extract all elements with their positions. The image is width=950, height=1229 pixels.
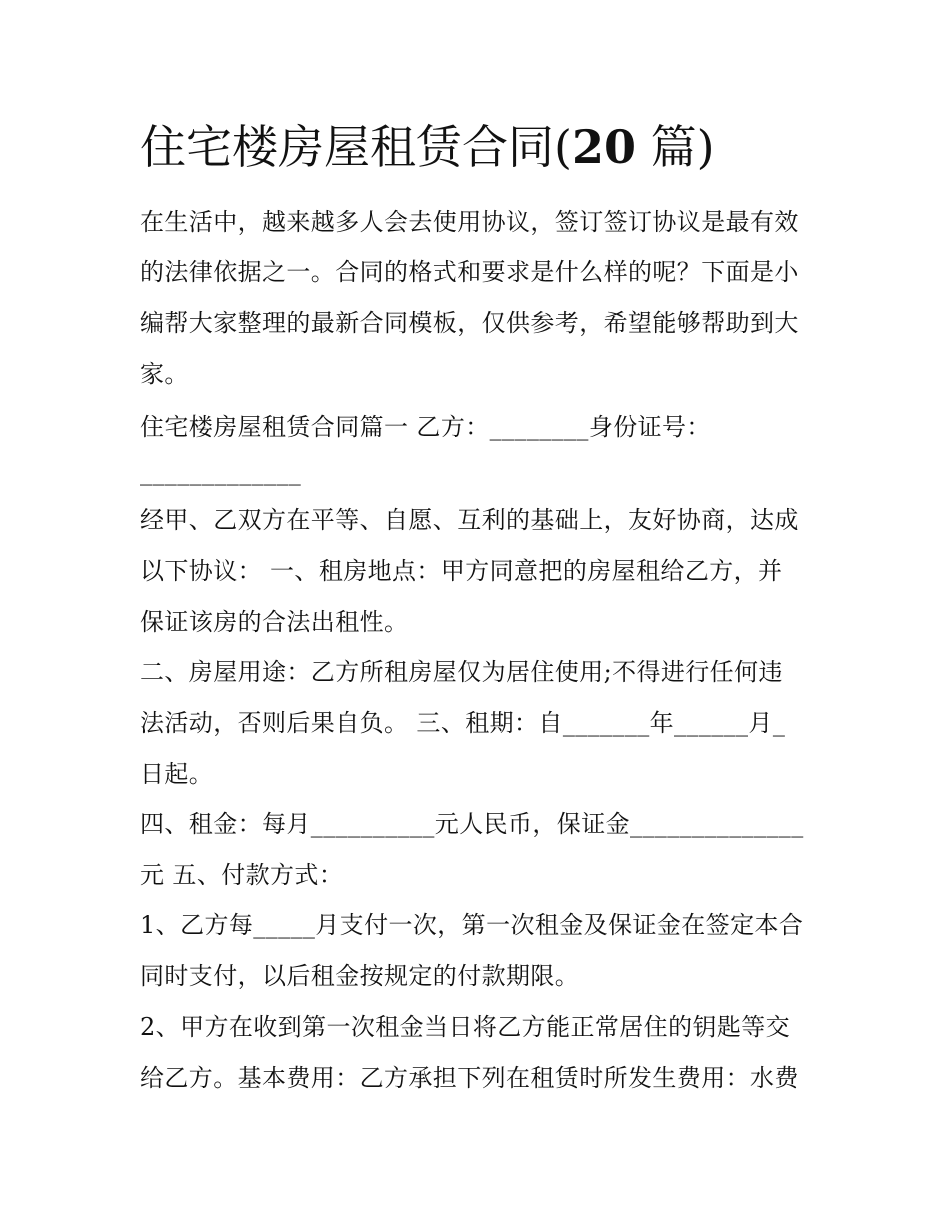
body-line: 家。 (140, 360, 189, 388)
document-title-text: 住宅楼房屋租赁合同( (140, 120, 572, 174)
body-line: 给乙方。基本费用：乙方承担下列在租赁时所发生费用：水费 (140, 1064, 799, 1092)
body-line: 住宅楼房屋租赁合同篇一 乙方：________身份证号： (140, 413, 711, 441)
body-line: 保证该房的合法出租性。 (140, 608, 409, 636)
body-line: 以下协议： 一、租房地点：甲方同意把的房屋租给乙方，并 (140, 557, 783, 585)
body-line: 元 五、付款方式： (140, 861, 344, 889)
body-line: 二、房屋用途：乙方所租房屋仅为居住使用;不得进行任何违 (140, 658, 783, 686)
body-line: 编帮大家整理的最新合同模板，仅供参考，希望能够帮助到大 (140, 309, 799, 337)
body-line: 在生活中，越来越多人会去使用协议，签订签订协议是最有效 (140, 208, 799, 236)
body-line: 四、租金：每月__________元人民币，保证金______________ (140, 810, 804, 838)
body-line: 的法律依据之一。合同的格式和要求是什么样的呢？下面是小 (140, 258, 799, 286)
body-line: 法活动，否则后果自负。 三、租期：自_______年______月_ (140, 709, 786, 737)
body-line: 1、乙方每_____月支付一次，第一次租金及保证金在签定本合 (140, 911, 804, 939)
body-line: 同时支付，以后租金按规定的付款期限。 (140, 962, 580, 990)
body-line: 日起。 (140, 760, 214, 788)
body-line: _____________ (140, 458, 302, 486)
body-line: 经甲、乙双方在平等、自愿、互利的基础上，友好协商，达成 (140, 506, 799, 534)
document-title-number: 20 (571, 120, 636, 174)
document-title (140, 112, 715, 182)
body-line: 2、甲方在收到第一次租金当日将乙方能正常居住的钥匙等交 (140, 1013, 791, 1041)
document-title-suffix: 篇) (635, 120, 715, 174)
